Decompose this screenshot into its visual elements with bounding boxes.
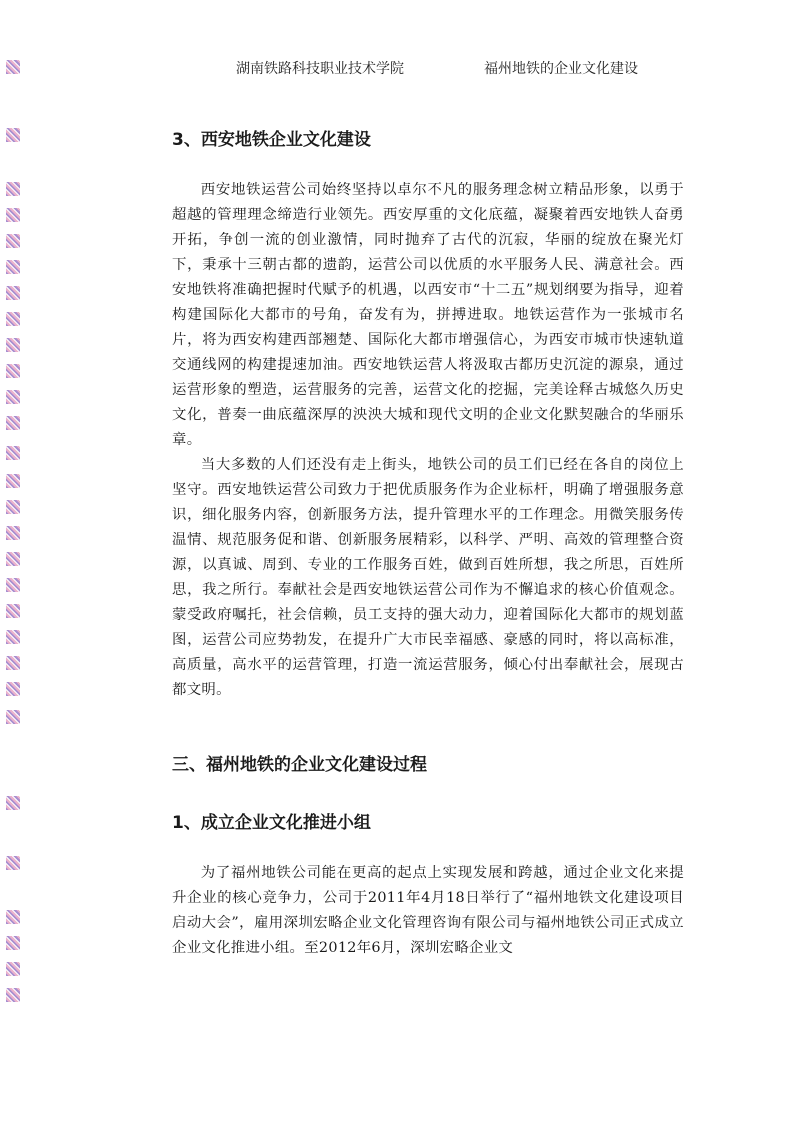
- margin-mark: [6, 604, 20, 618]
- margin-mark: [6, 260, 20, 274]
- margin-mark: [6, 60, 20, 74]
- margin-mark: [6, 988, 20, 1002]
- margin-mark: [6, 856, 20, 870]
- page-header: [0, 58, 794, 82]
- margin-mark: [6, 682, 20, 696]
- document-body: [172, 124, 684, 961]
- margin-mark: [6, 656, 20, 670]
- margin-mark: [6, 128, 20, 142]
- margin-mark: [6, 910, 20, 924]
- margin-mark: [6, 208, 20, 222]
- margin-mark: [6, 182, 20, 196]
- header-school-name: 湖南铁路科技职业技术学院: [236, 61, 404, 77]
- margin-mark: [6, 312, 20, 326]
- margin-mark: [6, 416, 20, 430]
- paragraph-xian-service: 当大多数的人们还没有走上街头，地铁公司的员工们已经在各自的岗位上坚守。西安地铁运营公司致力于把优质服务作为企业标杆，明确了增强服务意识，细化服务内容，创新服务方法，提升管理水平的工作理念。用微笑服务传温情、规范服务促和谐、创新服务展精彩，以科学、严明、高效的管理整合资源，以真诚、周到、专业的工作服务百姓，做到百姓所想，我之所思，百姓所思，我之所行。奉献社会是西安地铁运营公司作为不懈追求的核心价值观念。蒙受政府嘱托，社会信赖，员工支持的强大动力，迎着国际化大都市的规划蓝图，运营公司应势勃发，在提升广大市民幸福感、豪感的同时，将以高标准，高质量，高水平的运营管理，打造一流运营服务，倾心付出奉献社会，展现古都文明。: [172, 457, 684, 698]
- paragraph-xian-culture: 西安地铁运营公司始终坚持以卓尔不凡的服务理念树立精品形象，以勇于超越的管理理念缔造行业领先。西安厚重的文化底蕴，凝聚着西安地铁人奋勇开拓，争创一流的创业激情，同时抛弃了古代的沉寂，华丽的绽放在聚光灯下，秉承十三朝古都的遗韵，运营公司以优质的水平服务人民、满意社会。西安地铁将准确把握时代赋予的机遇，以西安市“十二五”规划纲要为指导，迎着构建国际化大都市的号角，奋发有为，拼搏进取。地铁运营作为一张城市名片，将为西安构建西部翘楚、国际化大都市增强信心，为西安市城市快速轨道交通线网的构建提速加油。西安地铁运营人将汲取古都历史沉淀的源泉，通过运营形象的塑造，运营服务的完善，运营文化的挖掘，完美诠释古城悠久历史文化，普奏一曲底蕴深厚的泱泱大城和现代文明的企业文化默契融合的华丽乐章。: [172, 182, 684, 448]
- margin-mark: [6, 552, 20, 566]
- margin-mark: [6, 962, 20, 976]
- margin-mark: [6, 500, 20, 514]
- margin-mark: [6, 936, 20, 950]
- margin-mark: [6, 526, 20, 540]
- margin-mark: [6, 338, 20, 352]
- margin-mark: [6, 364, 20, 378]
- margin-mark: [6, 234, 20, 248]
- header-document-title: 福州地铁的企业文化建设: [484, 61, 638, 77]
- paragraph-promotion-group: 为了福州地铁公司能在更高的起点上实现发展和跨越，通过企业文化来提升企业的核心竞争力，公司于2011年4月18日举行了“福州地铁文化建设项目启动大会”，雇用深圳宏略企业文化管理咨询有限公司与福州地铁公司正式成立企业文化推进小组。至2012年6月，深圳宏略企业文: [172, 865, 684, 956]
- margin-mark: [6, 474, 20, 488]
- margin-mark: [6, 578, 20, 592]
- margin-mark: [6, 446, 20, 460]
- section-heading-fuzhou-process: 三、福州地铁的企业文化建设过程: [172, 755, 427, 775]
- margin-mark: [6, 286, 20, 300]
- margin-mark: [6, 710, 20, 724]
- margin-mark: [6, 796, 20, 810]
- section-heading-xian: 3、西安地铁企业文化建设: [172, 130, 371, 150]
- margin-mark: [6, 630, 20, 644]
- section-heading-promotion-group: 1、成立企业文化推进小组: [172, 813, 371, 833]
- margin-mark: [6, 390, 20, 404]
